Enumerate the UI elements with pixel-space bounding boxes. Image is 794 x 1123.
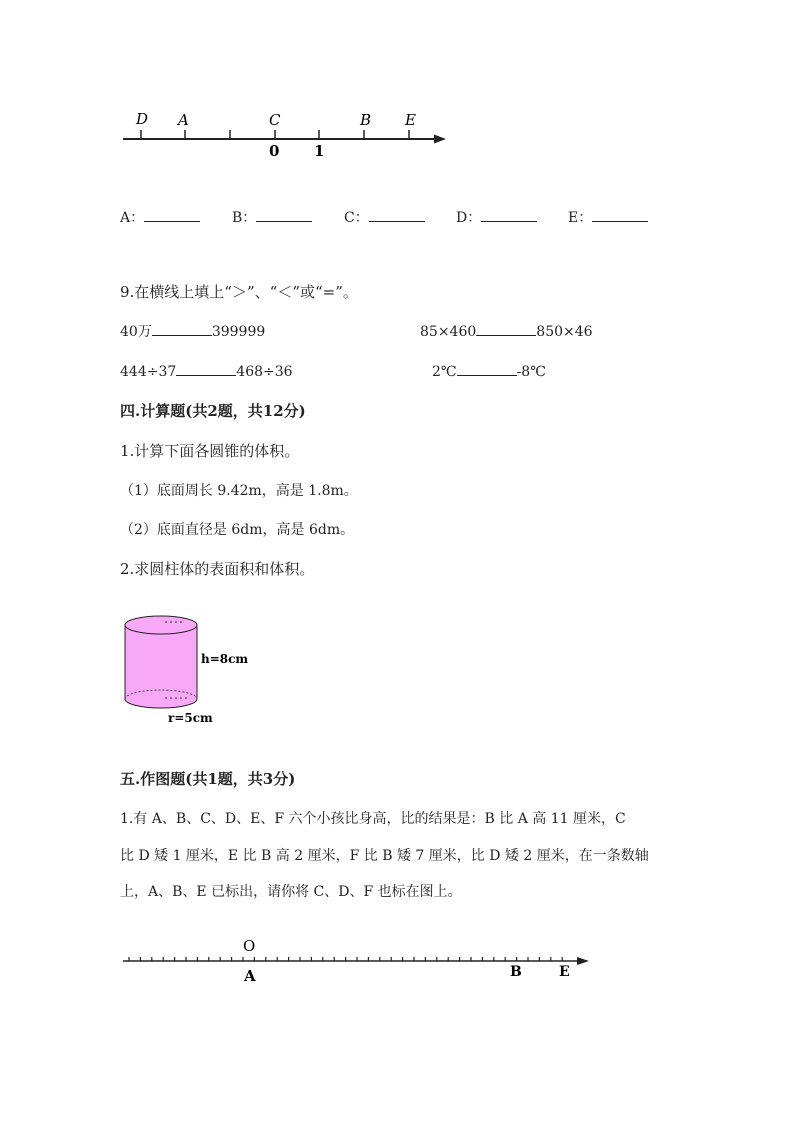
answer-e-label: E：	[568, 210, 593, 226]
section5-line3: 上，A、B、E 已标出，请你将 C、D、F 也标在图上。	[120, 884, 462, 900]
number-line-1-arrow	[434, 135, 446, 144]
answer-d-label: D：	[456, 210, 482, 226]
answer-b-blank[interactable]	[256, 207, 312, 222]
label-c: C	[269, 111, 281, 129]
height-label: h=8cm	[201, 652, 249, 666]
q9-row1-right	[420, 321, 593, 340]
label-e: E	[405, 111, 416, 129]
q9-title: 9.在横线上填上“＞”、“＜”或“=”。	[120, 283, 358, 301]
answer-a	[120, 207, 200, 227]
answer-b-label: B：	[232, 210, 257, 226]
q9-row1-left	[120, 321, 265, 341]
q9-r1r-b: 850×46	[536, 324, 593, 340]
section4-q1-2: （2）底面直径是 6dm，高是 6dm。	[120, 522, 355, 538]
q9-r1l-blank[interactable]	[152, 321, 212, 336]
q9-r2r-a: 2℃	[432, 364, 457, 380]
number-line-1-ticks	[141, 130, 409, 139]
section4-title: 四.计算题(共2题，共12分)	[120, 402, 306, 420]
q9-row2-right	[432, 361, 546, 380]
q9-r1l-a: 40万	[120, 324, 152, 340]
number-line-2	[115, 932, 595, 988]
section5-title: 五.作图题(共1题，共3分)	[120, 770, 296, 788]
answer-c	[344, 207, 425, 227]
answer-d	[456, 207, 537, 227]
origin-label: O	[243, 937, 256, 955]
answer-a-label: A：	[120, 210, 145, 226]
answer-e	[568, 207, 648, 227]
point-e-label: E	[559, 964, 570, 980]
label-zero: 0	[269, 142, 280, 160]
q9-row2-left	[120, 361, 293, 380]
number-line-2-arrow	[577, 957, 589, 965]
q9-r2l-a: 444÷37	[120, 364, 177, 380]
label-b: B	[360, 111, 372, 129]
q9-r2r-blank[interactable]	[457, 361, 517, 376]
section4-q2: 2.求圆柱体的表面积和体积。	[120, 560, 315, 578]
cylinder-top-ellipse	[125, 616, 197, 634]
cylinder-figure	[120, 612, 260, 727]
q9-r2l-blank[interactable]	[176, 361, 236, 376]
q9-r1l-b: 399999	[211, 324, 266, 340]
answer-c-blank[interactable]	[369, 207, 425, 222]
q9-r2r-b: -8℃	[516, 364, 546, 380]
point-a-label: A	[244, 967, 256, 985]
section4-q1: 1.计算下面各圆锥的体积。	[120, 442, 300, 460]
q9-r1r-a: 85×460	[420, 324, 477, 340]
section5-line1: 1.有 A、B、C、D、E、F 六个小孩比身高，比的结果是：B 比 A 高 11 厘米，C	[120, 811, 626, 827]
section4-q1-1: （1）底面周长 9.42m，高是 1.8m。	[120, 483, 358, 499]
label-a: A	[178, 111, 189, 129]
q9-r1r-blank[interactable]	[476, 321, 536, 336]
answer-c-label: C：	[344, 210, 369, 226]
label-d: D	[136, 110, 149, 128]
radius-label: r=5cm	[168, 711, 213, 725]
answer-b	[232, 207, 312, 227]
point-b-label: B	[510, 964, 522, 980]
label-one: 1	[314, 142, 325, 160]
number-line-1	[115, 105, 455, 165]
answer-d-blank[interactable]	[481, 207, 537, 222]
q9-r2l-b: 468÷36	[236, 364, 293, 380]
section5-line2: 比 D 矮 1 厘米，E 比 B 高 2 厘米，F 比 B 矮 7 厘米，比 D 矮 2 厘米，在一条数轴	[120, 848, 649, 864]
answer-a-blank[interactable]	[144, 207, 200, 222]
answer-e-blank[interactable]	[592, 207, 648, 222]
cylinder-body	[125, 625, 197, 708]
